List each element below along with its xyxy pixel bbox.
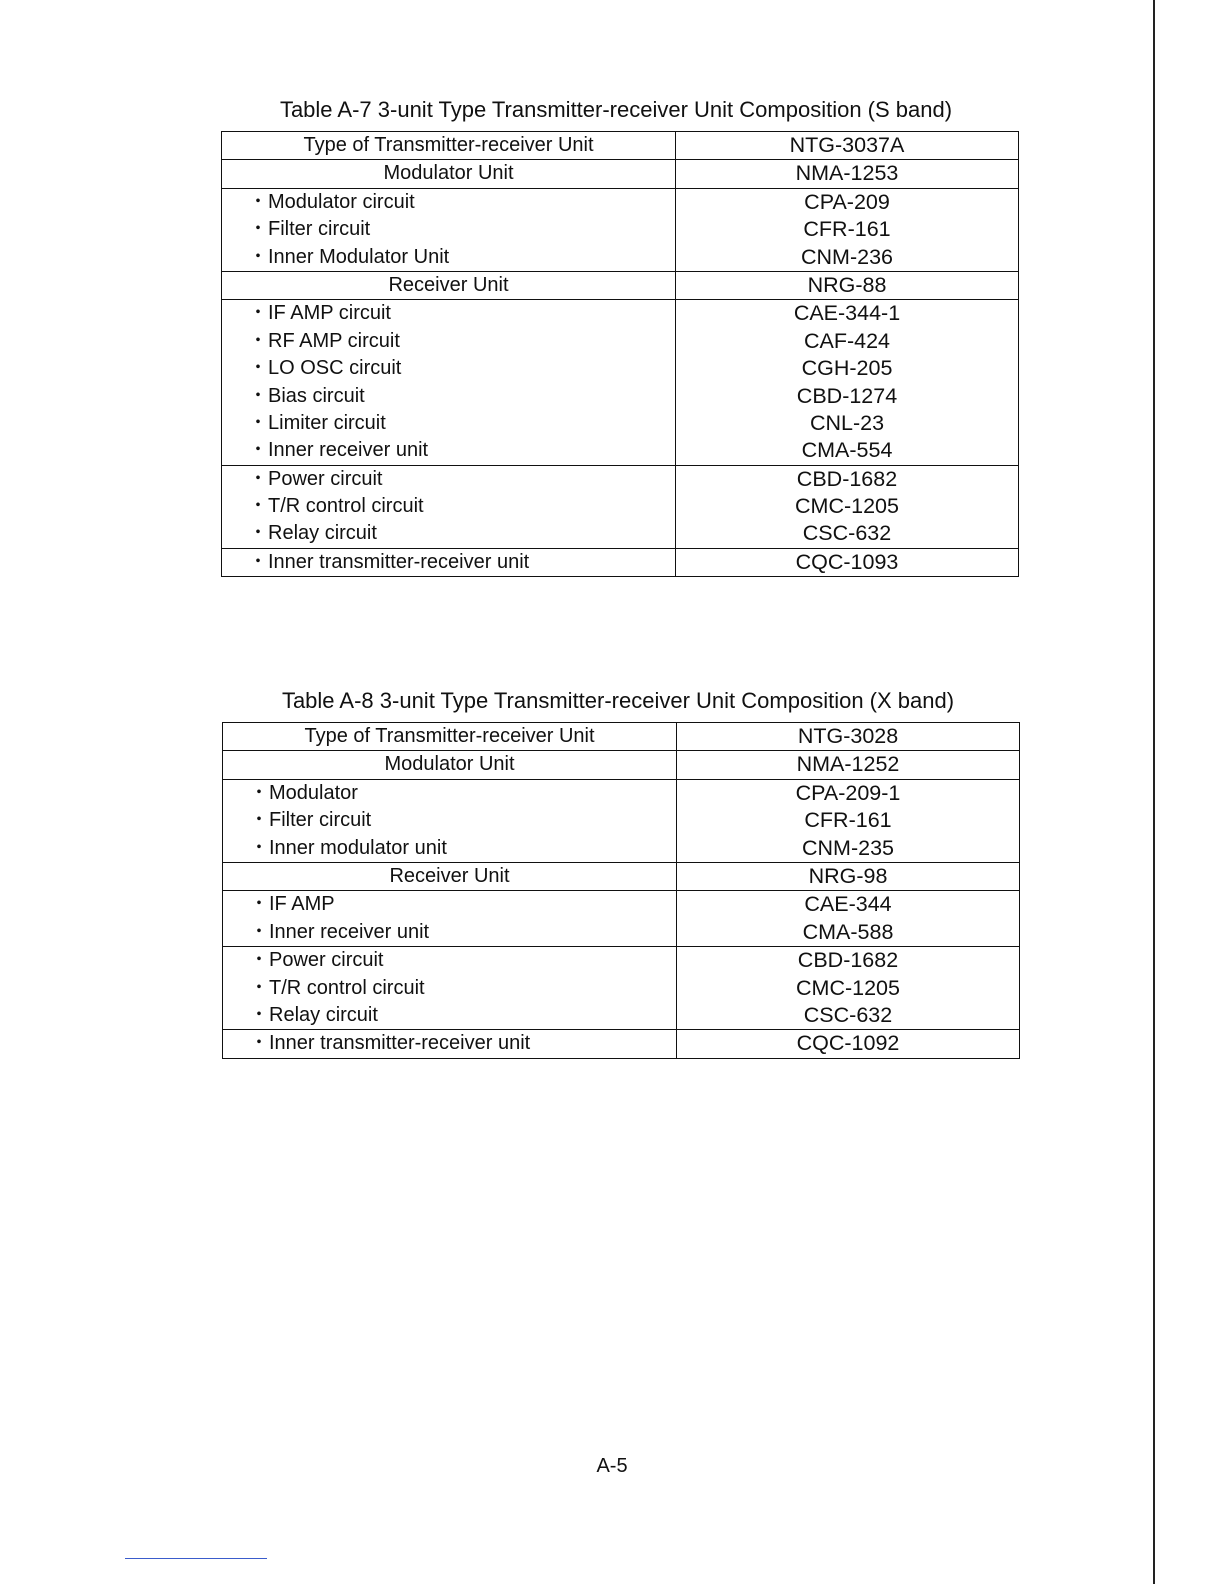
component-cell [222, 300, 676, 465]
component-cell [223, 947, 677, 1030]
unit-heading-label: Receiver Unit [388, 273, 509, 296]
component-cell [222, 160, 676, 188]
component-cell [222, 271, 676, 299]
component-part-number: CAF-424 [803, 328, 891, 353]
component-label: ・Power circuit [248, 467, 383, 490]
unit-heading-value: NMA-1253 [795, 161, 899, 186]
unit-heading-row [222, 160, 1019, 188]
component-group-row [222, 465, 1019, 548]
component-label: ・Inner transmitter-receiver unit [249, 1032, 531, 1055]
table-header-row [223, 723, 1020, 751]
part-number-cell [677, 862, 1020, 890]
component-label: ・Modulator [249, 781, 358, 804]
component-part-number: CBD-1274 [796, 383, 898, 408]
component-group-row [223, 947, 1020, 1030]
unit-heading-value: NRG-88 [807, 272, 887, 297]
component-label: ・T/R control circuit [249, 976, 425, 999]
table-a7-caption: Table A-7 3-unit Type Transmitter-receiver Unit Composition (S band) [279, 97, 953, 122]
component-label: ・Inner modulator unit [249, 836, 447, 859]
component-part-number: CNM-236 [801, 244, 893, 269]
part-number-cell [676, 271, 1019, 299]
component-part-number: CNM-235 [802, 835, 894, 860]
component-part-number: CFR-161 [804, 808, 892, 833]
part-number-cell [677, 891, 1020, 947]
component-part-number: CSC-632 [802, 521, 892, 546]
component-part-number: CMA-554 [801, 438, 893, 463]
component-part-number: CBD-1682 [796, 466, 898, 491]
component-label: ・Inner Modulator Unit [248, 245, 450, 268]
component-part-number: CQC-1092 [796, 1031, 900, 1056]
part-number-cell [676, 160, 1019, 188]
part-number-cell [677, 723, 1020, 751]
component-part-number: CMA-588 [802, 919, 894, 944]
component-label: ・Filter circuit [249, 809, 372, 832]
component-cell [223, 723, 677, 751]
part-number-cell [676, 188, 1019, 271]
component-part-number: CNL-23 [809, 410, 885, 435]
component-group-row [223, 779, 1020, 862]
unit-heading-row [223, 862, 1020, 890]
table-a7 [221, 131, 1019, 577]
component-part-number: CGH-205 [801, 356, 893, 381]
part-number-cell [677, 947, 1020, 1030]
unit-heading-label: Modulator Unit [384, 753, 515, 776]
part-number-cell [677, 1030, 1020, 1058]
part-number-cell [676, 548, 1019, 576]
component-label: ・Power circuit [249, 949, 384, 972]
component-part-number: CAE-344-1 [793, 301, 901, 326]
component-part-number: CPA-209 [804, 189, 890, 214]
part-number-cell [677, 779, 1020, 862]
component-cell [222, 188, 676, 271]
component-part-number: CAE-344 [804, 892, 892, 917]
unit-heading-row [222, 271, 1019, 299]
component-cell [223, 891, 677, 947]
part-number-cell [676, 465, 1019, 548]
unit-heading-value: NMA-1252 [796, 752, 900, 777]
header-label: Type of Transmitter-receiver Unit [304, 725, 595, 747]
component-group-row [223, 891, 1020, 947]
component-group-row [222, 300, 1019, 465]
component-label: ・LO OSC circuit [248, 357, 402, 380]
component-part-number: CQC-1093 [795, 549, 899, 574]
component-part-number: CFR-161 [803, 217, 891, 242]
component-cell [223, 1030, 677, 1058]
component-cell [222, 465, 676, 548]
component-label: ・Relay circuit [249, 1003, 378, 1026]
component-group-row [222, 188, 1019, 271]
component-label: ・IF AMP [249, 893, 335, 916]
component-part-number: CSC-632 [803, 1002, 893, 1027]
component-label: ・Inner receiver unit [248, 439, 429, 462]
component-cell [223, 862, 677, 890]
component-part-number: CMC-1205 [795, 494, 899, 519]
component-cell [223, 751, 677, 779]
unit-heading-value: NRG-98 [808, 863, 888, 888]
component-label: ・IF AMP circuit [248, 302, 391, 325]
component-cell [222, 132, 676, 160]
component-part-number: CMC-1205 [796, 975, 900, 1000]
component-label: ・Relay circuit [248, 522, 377, 545]
component-label: ・Inner receiver unit [249, 920, 430, 943]
footnote-rule [125, 1558, 267, 1559]
component-part-number: CPA-209-1 [795, 780, 901, 805]
table-header-row [222, 132, 1019, 160]
component-part-number: CBD-1682 [797, 948, 899, 973]
header-value: NTG-3028 [797, 724, 899, 748]
header-value: NTG-3037A [789, 133, 905, 157]
component-label: ・Inner transmitter-receiver unit [248, 550, 530, 573]
component-group-row [222, 548, 1019, 576]
unit-heading-row [223, 751, 1020, 779]
page-edge-line [1153, 0, 1155, 1584]
header-label: Type of Transmitter-receiver Unit [303, 134, 594, 156]
unit-heading-label: Receiver Unit [389, 864, 510, 887]
table-a8 [222, 722, 1020, 1059]
unit-heading-label: Modulator Unit [383, 162, 514, 185]
part-number-cell [676, 132, 1019, 160]
component-label: ・T/R control circuit [248, 495, 424, 518]
component-cell [222, 548, 676, 576]
component-label: ・RF AMP circuit [248, 329, 400, 352]
part-number-cell [677, 751, 1020, 779]
part-number-cell [676, 300, 1019, 465]
component-group-row [223, 1030, 1020, 1058]
component-label: ・Filter circuit [248, 218, 371, 241]
table-body [222, 132, 1019, 577]
table-a8-caption: Table A-8 3-unit Type Transmitter-receiver Unit Composition (X band) [281, 688, 955, 713]
component-label: ・Modulator circuit [248, 190, 415, 213]
component-label: ・Bias circuit [248, 384, 365, 407]
component-cell [223, 779, 677, 862]
page-number: A-5 [596, 1455, 628, 1477]
component-label: ・Limiter circuit [248, 411, 386, 434]
table-body [223, 723, 1020, 1059]
